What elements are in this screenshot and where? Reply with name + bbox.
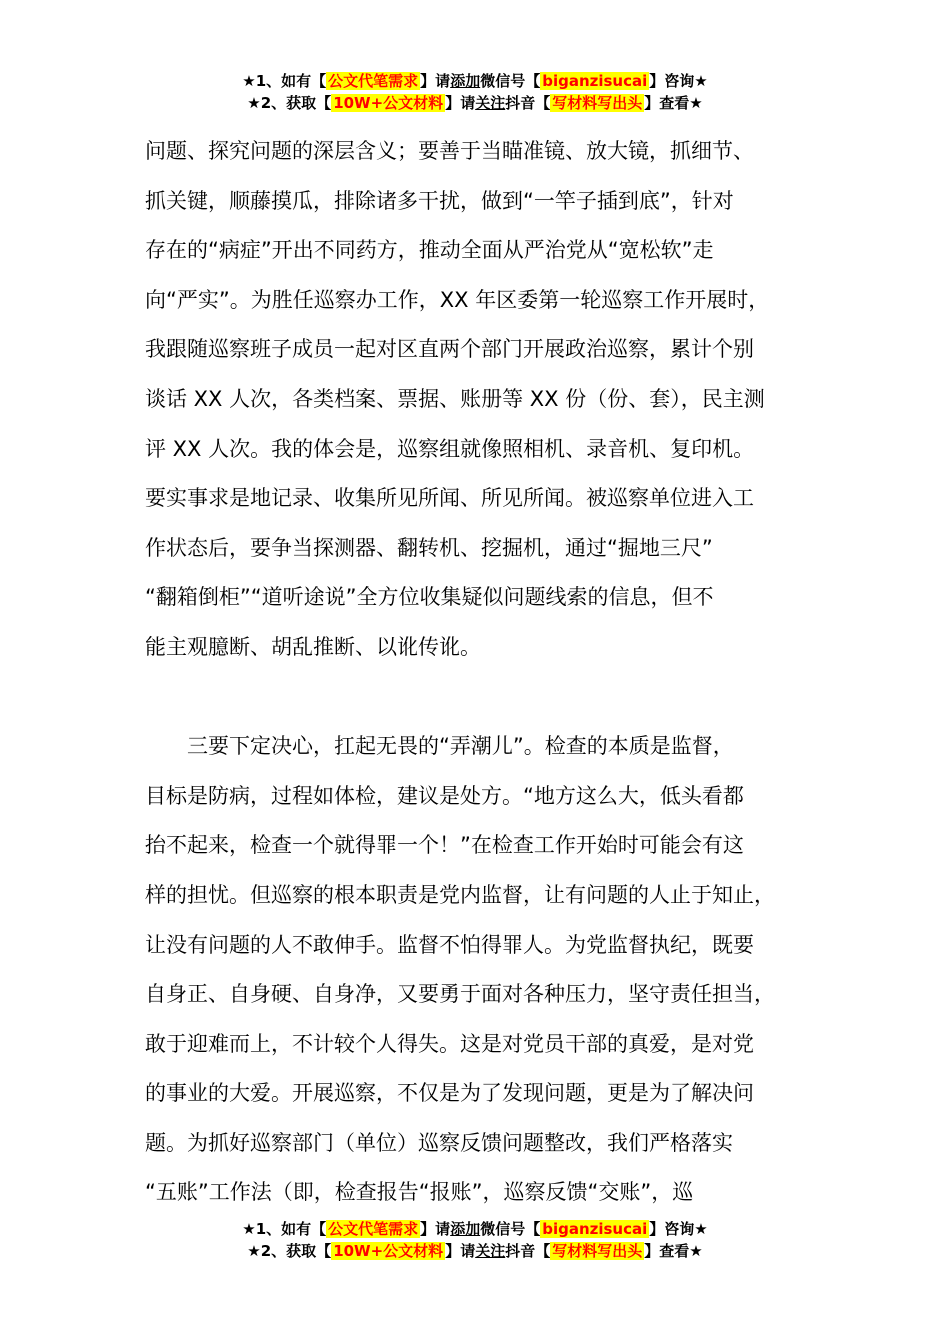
banner-line-1: ★1、如有【 公文代笔需求 】请添加微信号【 biganzisucai 】咨询★ [242, 1220, 708, 1238]
text-line: 自身正、自身硬、自身净，又要勇于面对各种压力，坚守责任担当， [145, 982, 775, 1007]
document-body [145, 127, 835, 1218]
text-line: 谈话 XX 人次，各类档案、票据、账册等 XX 份（份、套），民主测 [145, 386, 765, 411]
text-line: 我跟随巡察班子成员一起对区直两个部门开展政治巡察，累计个别 [145, 337, 754, 362]
text-line: 抓关键，顺藤摸瓜，排除诸多干扰，做到“一竿子插到底”，针对 [145, 188, 734, 213]
banner-line-2: ★2、获取【 10W+公文材料 】请关注抖音【 写材料写出头 】查看★ [247, 1242, 703, 1260]
text-line: 敢于迎难而上，不计较个人得失。这是对党员干部的真爱，是对党 [145, 1031, 754, 1056]
douyin-account: 写材料写出头 [552, 1242, 643, 1260]
text-line: 评 XX 人次。我的体会是，巡察组就像照相机、录音机、复印机。 [145, 436, 755, 461]
text-line: 向“严实”。为胜任巡察办工作，XX 年区委第一轮巡察工作开展时， [145, 287, 770, 312]
wechat-id: biganzisucai [542, 1220, 648, 1238]
banner-line-2: ★2、获取【 10W+公文材料 】请关注抖音【 写材料写出头 】查看★ [247, 94, 703, 112]
highlight-text: 公文代笔需求 [328, 72, 419, 90]
paragraph [145, 722, 835, 1218]
banner-line-1: ★1、如有【 公文代笔需求 】请添加微信号【 biganzisucai 】咨询★ [242, 72, 708, 90]
text-line: 要实事求是地记录、收集所见所闻、所见所闻。被巡察单位进入工 [145, 486, 754, 511]
text-line: 样的担忧。但巡察的根本职责是党内监督，让有问题的人止于知止， [145, 882, 775, 907]
text-line: 抬不起来，检查一个就得罪一个！”在检查工作开始时可能会有这 [145, 833, 744, 858]
text-line: 三要下定决心，扛起无畏的“弄潮儿”。检查的本质是监督， [145, 734, 734, 759]
douyin-account: 写材料写出头 [552, 94, 643, 112]
wechat-id: biganzisucai [542, 72, 648, 90]
paragraph [145, 127, 835, 673]
text-line: “翻箱倒柜”“道听途说”全方位收集疑似问题线索的信息，但不 [145, 585, 714, 610]
text-line: 问题、探究问题的深层含义；要善于当瞄准镜、放大镜，抓细节、 [145, 139, 754, 163]
text-line: 目标是防病，过程如体检，建议是处方。“地方这么大，低头看都 [145, 783, 744, 808]
text-line: 能主观臆断、胡乱推断、以讹传讹。 [145, 634, 481, 659]
highlight-text: 10W+公文材料 [333, 1242, 444, 1260]
highlight-text: 公文代笔需求 [328, 1220, 419, 1238]
text-line: 存在的“病症”开出不同药方，推动全面从严治党从“宽松软”走 [145, 238, 714, 263]
header-banner [0, 70, 950, 114]
highlight-text: 10W+公文材料 [333, 94, 444, 112]
text-line: “五账”工作法（即，检查报告“报账”，巡察反馈“交账”，巡 [145, 1180, 694, 1205]
text-line: 题。为抓好巡察部门（单位）巡察反馈问题整改，我们严格落实 [145, 1130, 733, 1155]
text-line: 作状态后，要争当探测器、翻转机、挖掘机，通过“掘地三尺” [145, 535, 713, 560]
footer-banner [0, 1218, 950, 1262]
text-line: 的事业的大爱。开展巡察，不仅是为了发现问题，更是为了解决问 [145, 1081, 754, 1106]
text-line: 让没有问题的人不敢伸手。监督不怕得罪人。为党监督执纪，既要 [145, 932, 754, 957]
paragraph-spacer [145, 673, 835, 723]
